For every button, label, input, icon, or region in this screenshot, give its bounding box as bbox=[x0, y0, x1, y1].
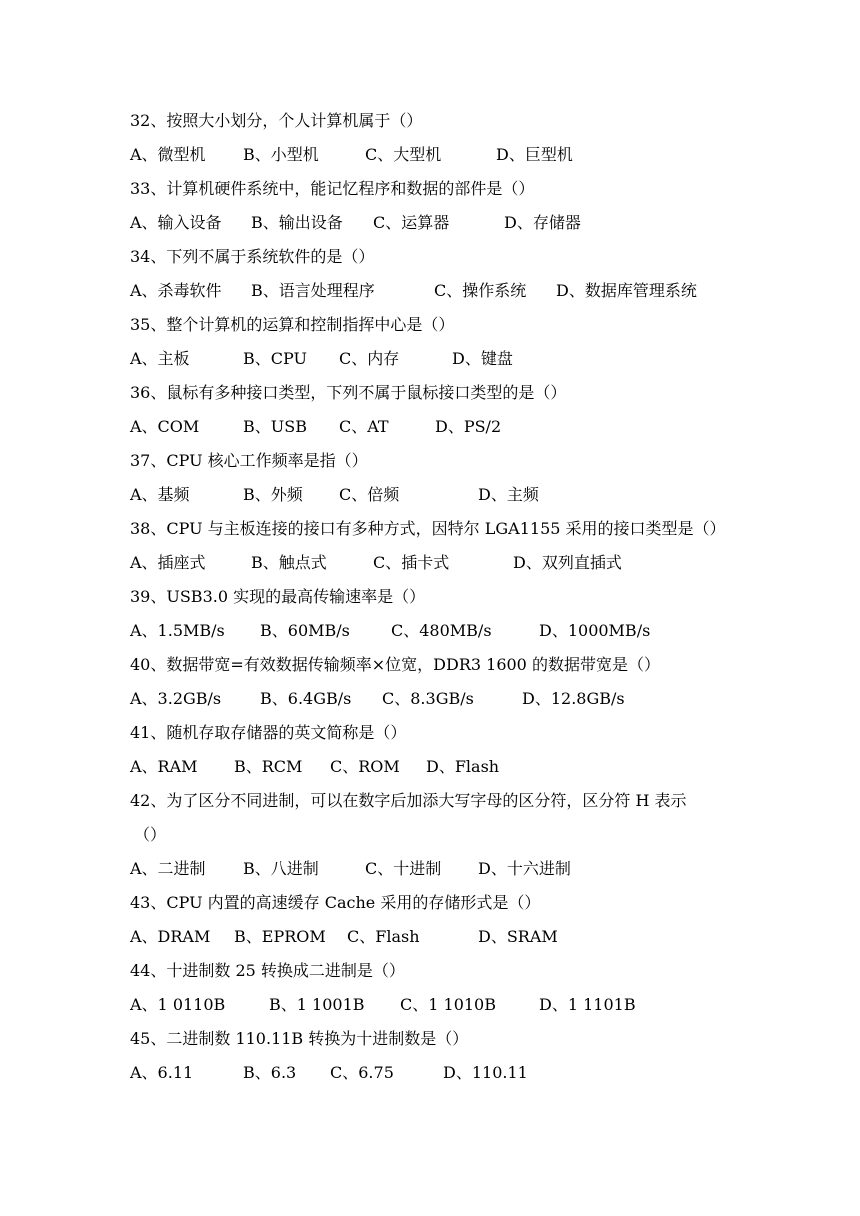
option-b: B、EPROM bbox=[234, 927, 326, 946]
option-b: B、八进制 bbox=[243, 859, 319, 878]
option-a: A、杀毒软件 bbox=[130, 281, 222, 300]
question-stem: 35、整个计算机的运算和控制指挥中心是（） bbox=[130, 315, 455, 334]
option-b: B、60MB/s bbox=[260, 621, 350, 640]
option-d: D、双列直插式 bbox=[513, 553, 622, 572]
option-a: A、COM bbox=[130, 417, 200, 436]
option-d: D、PS/2 bbox=[435, 417, 502, 436]
options-row bbox=[130, 546, 740, 580]
option-d: D、十六进制 bbox=[478, 859, 571, 878]
options-row bbox=[130, 614, 740, 648]
question-stem: 37、CPU 核心工作频率是指（） bbox=[130, 451, 368, 470]
question-stem: 44、十进制数 25 转换成二进制是（） bbox=[130, 961, 405, 980]
option-c: C、ROM bbox=[330, 757, 400, 776]
option-b: B、6.3 bbox=[243, 1063, 297, 1082]
option-a: A、二进制 bbox=[130, 859, 206, 878]
option-d: D、SRAM bbox=[478, 927, 558, 946]
option-a: A、输入设备 bbox=[130, 213, 222, 232]
option-c: C、AT bbox=[339, 417, 389, 436]
question-stem: 43、CPU 内置的高速缓存 Cache 采用的存储形式是（） bbox=[130, 893, 541, 912]
option-d: D、键盘 bbox=[452, 349, 513, 368]
option-d: D、存储器 bbox=[504, 213, 581, 232]
option-c: C、内存 bbox=[339, 349, 400, 368]
option-a: A、主板 bbox=[130, 349, 190, 368]
options-row bbox=[130, 138, 740, 172]
option-c: C、大型机 bbox=[365, 145, 442, 164]
options-row bbox=[130, 206, 740, 240]
options-row bbox=[130, 1056, 740, 1090]
question-stem: 34、下列不属于系统软件的是（） bbox=[130, 247, 375, 266]
option-c: C、倍频 bbox=[339, 485, 400, 504]
option-d: D、1 1101B bbox=[539, 995, 636, 1014]
options-row bbox=[130, 750, 740, 784]
options-row bbox=[130, 274, 740, 308]
option-a: A、插座式 bbox=[130, 553, 206, 572]
question-stem: 38、CPU 与主板连接的接口有多种方式，因特尔 LGA1155 采用的接口类型是（） bbox=[130, 519, 726, 538]
option-b: B、触点式 bbox=[251, 553, 327, 572]
question-stem: 42、为了区分不同进制，可以在数字后加添大写字母的区分符，区分符 H 表示 bbox=[130, 791, 687, 810]
option-c: C、8.3GB/s bbox=[382, 689, 474, 708]
option-d: D、主频 bbox=[478, 485, 539, 504]
option-a: A、6.11 bbox=[130, 1063, 194, 1082]
question-stem: 36、鼠标有多种接口类型，下列不属于鼠标接口类型的是（） bbox=[130, 383, 567, 402]
question-list bbox=[130, 104, 740, 1090]
option-b: B、小型机 bbox=[243, 145, 319, 164]
option-d: D、1000MB/s bbox=[539, 621, 651, 640]
option-b: B、USB bbox=[243, 417, 307, 436]
option-c: C、6.75 bbox=[330, 1063, 394, 1082]
option-c: C、1 1010B bbox=[400, 995, 496, 1014]
option-c: C、运算器 bbox=[373, 213, 450, 232]
option-c: C、Flash bbox=[347, 927, 420, 946]
option-a: A、1 0110B bbox=[130, 995, 226, 1014]
option-c: C、480MB/s bbox=[391, 621, 492, 640]
option-b: B、外频 bbox=[243, 485, 303, 504]
option-c: C、操作系统 bbox=[434, 281, 527, 300]
option-a: A、RAM bbox=[130, 757, 198, 776]
option-a: A、基频 bbox=[130, 485, 190, 504]
option-c: C、十进制 bbox=[365, 859, 442, 878]
option-b: B、语言处理程序 bbox=[251, 281, 375, 300]
options-row bbox=[130, 988, 740, 1022]
option-b: B、6.4GB/s bbox=[260, 689, 352, 708]
option-d: D、数据库管理系统 bbox=[556, 281, 697, 300]
option-a: A、1.5MB/s bbox=[130, 621, 225, 640]
option-c: C、插卡式 bbox=[373, 553, 450, 572]
question-stem: 45、二进制数 110.11B 转换为十进制数是（） bbox=[130, 1029, 469, 1048]
options-row bbox=[130, 852, 740, 886]
option-d: D、巨型机 bbox=[496, 145, 573, 164]
question-stem: 40、数据带宽=有效数据传输频率×位宽，DDR3 1600 的数据带宽是（） bbox=[130, 655, 660, 674]
question-stem: 32、按照大小划分，个人计算机属于（） bbox=[130, 111, 423, 130]
option-a: A、3.2GB/s bbox=[130, 689, 222, 708]
option-a: A、微型机 bbox=[130, 145, 206, 164]
option-b: B、CPU bbox=[243, 349, 307, 368]
option-d: D、Flash bbox=[426, 757, 500, 776]
question-stem: 41、随机存取存储器的英文简称是（） bbox=[130, 723, 407, 742]
option-b: B、输出设备 bbox=[251, 213, 343, 232]
option-d: D、12.8GB/s bbox=[522, 689, 625, 708]
option-d: D、110.11 bbox=[443, 1063, 528, 1082]
options-row bbox=[130, 478, 740, 512]
options-row bbox=[130, 410, 740, 444]
options-row bbox=[130, 342, 740, 376]
option-b: B、RCM bbox=[234, 757, 303, 776]
option-a: A、DRAM bbox=[130, 927, 211, 946]
options-row bbox=[130, 920, 740, 954]
question-stem: 33、计算机硬件系统中，能记忆程序和数据的部件是（） bbox=[130, 179, 535, 198]
options-row bbox=[130, 682, 740, 716]
option-b: B、1 1001B bbox=[269, 995, 365, 1014]
question-stem: 39、USB3.0 实现的最高传输速率是（） bbox=[130, 587, 426, 606]
question-stem-continuation: （） bbox=[134, 825, 167, 844]
